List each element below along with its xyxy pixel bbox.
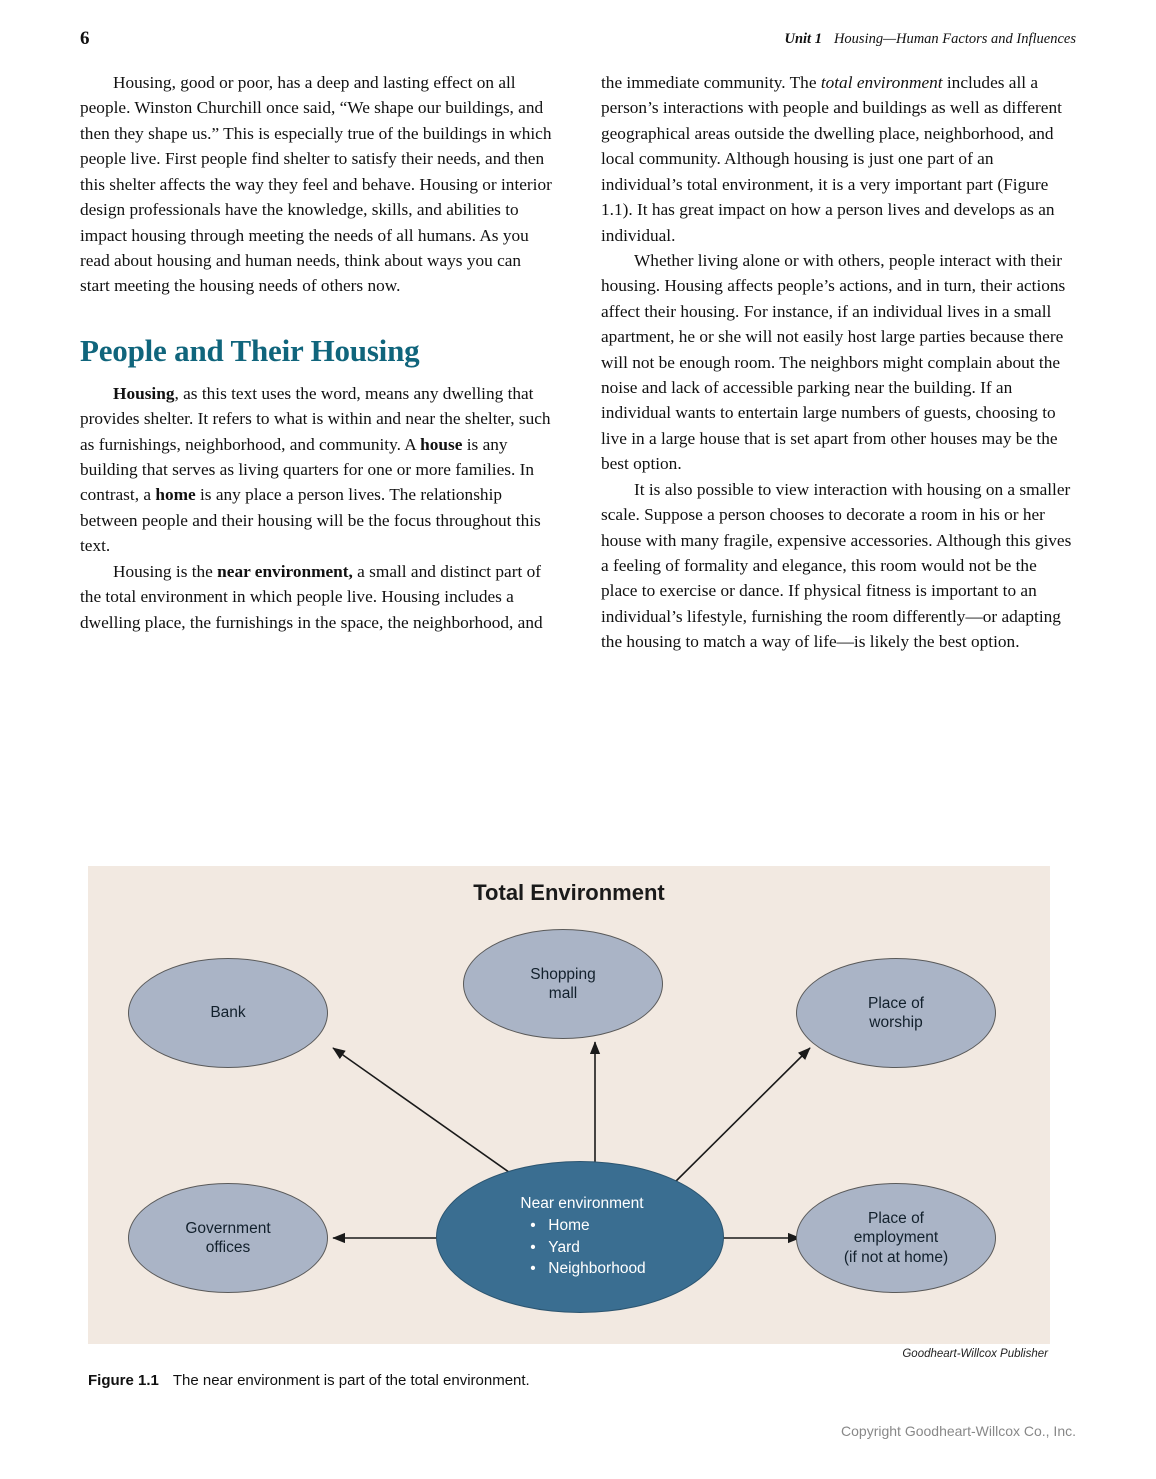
section-heading: People and Their Housing — [80, 332, 420, 368]
node-bank-label: Bank — [210, 1004, 246, 1022]
near-environment-heading: Near environment — [520, 1194, 644, 1212]
unit-label: Unit 1 — [784, 31, 822, 47]
paragraph-left-1: Housing, good or poor, has a deep and lasting effect on all people. Winston Churchill once said, “We shape our buildings, and then they shape us.” This is especially true of the buildings in which people live. First people find shelter to satisfy their needs, and then this shelter affects the way they feel and behave. Housing or interior design professionals have the knowledge, skills, and abilities to impact housing through meeting the needs of all humans. As you read about housing and human needs, think about ways you can start meeting the housing needs of others now. — [80, 73, 552, 296]
paragraph-right-1-part2: includes all a person’s interactions with people and buildings as well as different geographical areas outside the dwelling place, neighborhood, and local community. Although housing is just one part of an individual’s total environment, it is a very important part (Figure 1.1). It has great impact on how a person lives and develops as an individual. — [601, 73, 1062, 245]
chapter-header — [784, 31, 1076, 48]
figure-caption-text: The near environment is part of the total environment. — [172, 1372, 530, 1389]
node-place-of-worship — [796, 958, 996, 1068]
node-government-offices — [128, 1183, 328, 1293]
chapter-title: Housing—Human Factors and Influences — [833, 31, 1076, 47]
paragraph-right-1 — [601, 70, 1076, 248]
body-columns — [80, 70, 1076, 655]
near-environment-list — [518, 1216, 645, 1278]
paragraph-left-2-part1: , as this text uses the word, means any dwelling that provides shelter. It refers to what is within and near the shelter, such as furnishings, neighborhood, and community. A — [80, 383, 551, 454]
paragraph-left-3-part2: a small and distinct part of the total environment in which people live. Housing includes a dwelling place, the furnishings in the space, the neighborhood, and — [80, 561, 543, 632]
paragraph-right-2: Whether living alone or with others, people interact with their housing. Housing affects people’s actions, and in turn, their actions affect their housing. For instance, if an individual lives in a small apartment, he or she will not easily host large parties because there will not be enough room. The neighbors might complain about the noise and lack of accessible parking near the building. If an individual wants to entertain large numbers of guests, choosing to live in a large house that is set apart from other houses may be the best option. — [601, 250, 1066, 474]
list-item: • Home — [548, 1216, 645, 1235]
copyright-notice: Copyright Goodheart-Willcox Co., Inc. — [841, 1423, 1076, 1439]
paragraph-left-2 — [80, 381, 555, 559]
figure-caption — [88, 1372, 530, 1389]
node-shopping-mall — [463, 929, 663, 1039]
figure-title: Total Environment — [473, 880, 665, 905]
paragraph-left-2-part2: is any building that serves as living quarters for one or more families. In contrast, a — [80, 434, 534, 505]
paragraph-right-3: It is also possible to view interaction with housing on a smaller scale. Suppose a person chooses to decorate a room in his or her house with many fragile, expensive accessories. Although this gives a feeling of formality and elegance, this room would not be the place to exercise or dance. If physical fitness is important to an individual’s lifestyle, furnishing the room differently—or adapting the housing to match a way of life—is likely the best option. — [601, 479, 1072, 652]
running-head — [80, 28, 1076, 52]
term-house: house — [420, 434, 463, 454]
list-item: • Neighborhood — [548, 1259, 645, 1278]
node-government-offices-label: Government offices — [185, 1219, 271, 1256]
node-place-of-employment — [796, 1183, 996, 1293]
figure-caption-label: Figure 1.1 — [88, 1372, 159, 1389]
term-home: home — [155, 485, 196, 505]
paragraph-left-3-part1: Housing is the — [113, 561, 218, 581]
page-number: 6 — [80, 28, 90, 49]
node-near-environment — [436, 1161, 724, 1313]
term-housing: Housing — [113, 383, 175, 403]
node-place-of-employment-label: Place of employment (if not at home) — [843, 1209, 949, 1266]
node-place-of-worship-label: Place of worship — [867, 994, 924, 1031]
near-environment-content — [514, 1194, 645, 1281]
figure-1-1 — [88, 866, 1050, 1389]
node-shopping-mall-label: Shopping mall — [530, 965, 596, 1002]
node-bank — [128, 958, 328, 1068]
right-column — [601, 70, 1076, 655]
figure-panel — [88, 866, 1050, 1344]
term-total-environment: total environment — [820, 73, 943, 92]
paragraph-left-3 — [80, 559, 555, 635]
paragraph-left-2-part3: is any place a person lives. The relationship between people and their housing will be the focus throughout this text. — [80, 485, 541, 556]
term-near-environment: near environment, — [217, 561, 353, 581]
figure-credit: Goodheart-Willcox Publisher — [902, 1348, 1048, 1360]
paragraph-right-1-part1: the immediate community. The — [601, 73, 821, 92]
diagram — [88, 866, 1050, 1344]
left-column — [80, 70, 555, 655]
list-item: • Yard — [548, 1238, 645, 1257]
